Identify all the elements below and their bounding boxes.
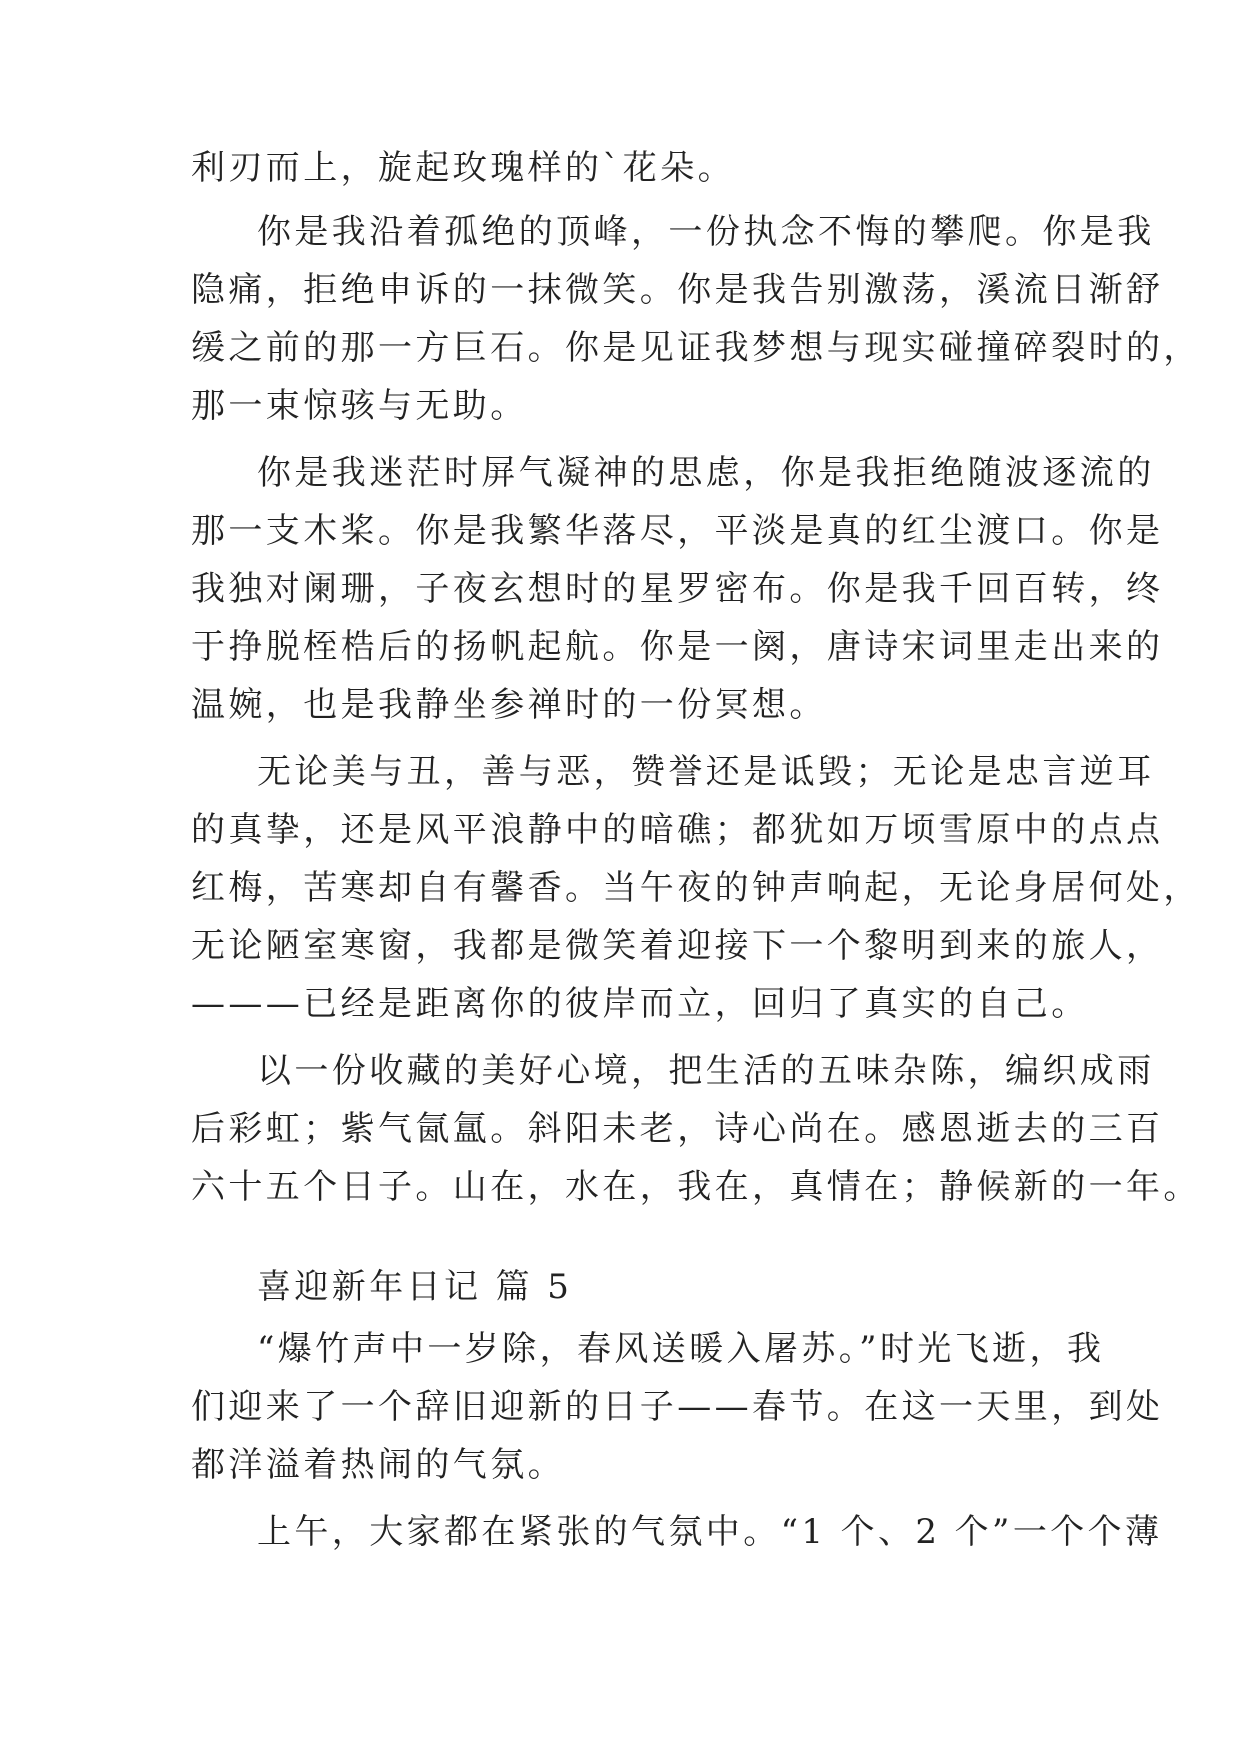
- paragraph-line: 六十五个日子。山在，水在，我在，真情在；静候新的一年。: [191, 1167, 1201, 1207]
- paragraph-line: 后彩虹；紫气氤氲。斜阳未老，诗心尚在。感恩逝去的三百: [191, 1109, 1164, 1149]
- paragraph-line: 都洋溢着热闹的气氛。: [191, 1445, 565, 1485]
- paragraph-line: 的真挚，还是风平浪静中的暗礁；都犹如万顷雪原中的点点: [191, 810, 1164, 850]
- paragraph-line: 缓之前的那一方巨石。你是见证我梦想与现实碰撞碎裂时的，: [191, 328, 1201, 368]
- paragraph-line: 无论美与丑，善与恶，赞誉还是诋毁；无论是忠言逆耳: [257, 752, 1155, 792]
- paragraph-line: 你是我迷茫时屏气凝神的思虑，你是我拒绝随波逐流的: [257, 453, 1155, 493]
- paragraph-line: 我独对阑珊，子夜玄想时的星罗密布。你是我千回百转，终: [191, 569, 1164, 609]
- paragraph-line: 那一支木桨。你是我繁华落尽，平淡是真的红尘渡口。你是: [191, 511, 1164, 551]
- paragraph-line: 们迎来了一个辞旧迎新的日子——春节。在这一天里，到处: [191, 1387, 1164, 1427]
- paragraph-line: ———已经是距离你的彼岸而立，回归了真实的自己。: [191, 984, 1089, 1024]
- paragraph-line: 你是我沿着孤绝的顶峰，一份执念不悔的攀爬。你是我: [257, 212, 1155, 252]
- paragraph-line: 无论陋室寒窗，我都是微笑着迎接下一个黎明到来的旅人，: [191, 926, 1164, 966]
- paragraph-line: 那一束惊骇与无助。: [191, 386, 528, 426]
- paragraph-line: 温婉，也是我静坐参禅时的一份冥想。: [191, 685, 827, 725]
- paragraph-line: 红梅，苦寒却自有馨香。当午夜的钟声响起，无论身居何处，: [191, 868, 1201, 908]
- paragraph-line: 于挣脱桎梏后的扬帆起航。你是一阕，唐诗宋词里走出来的: [191, 627, 1164, 667]
- paragraph-line: “爆竹声中一岁除，春风送暖入屠苏。”时光飞逝，我: [257, 1329, 1105, 1369]
- paragraph-line: 利刃而上，旋起玫瑰样的`花朵。: [191, 148, 735, 188]
- paragraph-line: 上午，大家都在紧张的气氛中。“1 个、2 个”一个个薄: [257, 1512, 1163, 1552]
- section-heading: 喜迎新年日记 篇 5: [257, 1267, 573, 1307]
- paragraph-line: 以一份收藏的美好心境，把生活的五味杂陈，编织成雨: [257, 1051, 1155, 1091]
- paragraph-line: 隐痛，拒绝申诉的一抹微笑。你是我告别激荡，溪流日渐舒: [191, 270, 1164, 310]
